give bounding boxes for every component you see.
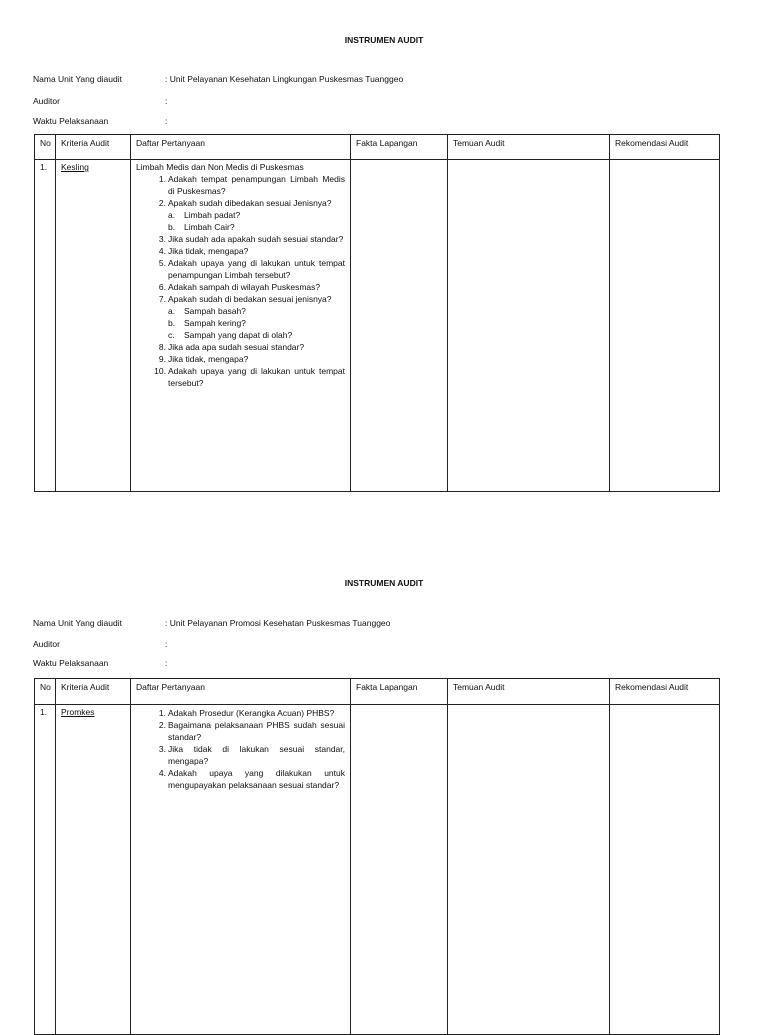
col-header-fakta: Fakta Lapangan xyxy=(351,135,448,160)
question-text: Jika sudah ada apakah sudah sesuai standar? xyxy=(168,234,344,244)
question-number: 7. xyxy=(158,294,166,304)
question-item xyxy=(136,365,345,389)
question-item xyxy=(136,719,345,743)
question-item xyxy=(136,197,345,233)
col-header-kriteria: Kriteria Audit xyxy=(56,135,131,160)
col-header-no: No xyxy=(35,679,56,705)
meta-unit-value: : Unit Pelayanan Kesehatan Lingkungan Puskesmas Tuanggeo xyxy=(165,74,404,84)
question-item xyxy=(136,257,345,281)
question-item xyxy=(136,293,345,341)
question-number: 1. xyxy=(158,708,166,718)
sub-question-text: Sampah yang dapat di olah? xyxy=(184,330,293,340)
meta-auditor-label: Auditor xyxy=(33,639,60,649)
cell-no: 1. xyxy=(35,160,56,492)
question-item xyxy=(136,173,345,197)
question-number: 1. xyxy=(158,174,166,184)
sub-question-list xyxy=(168,305,345,341)
document-title: INSTRUMEN AUDIT xyxy=(344,35,424,45)
sub-question-text: Sampah basah? xyxy=(184,306,246,316)
question-item xyxy=(136,341,345,353)
sub-question-item xyxy=(168,305,345,317)
kriteria-label: Promkes xyxy=(61,707,95,717)
question-number: 6. xyxy=(158,282,166,292)
question-text: Adakah sampah di wilayah Puskesmas? xyxy=(168,282,321,292)
question-number: 4. xyxy=(158,768,166,778)
question-text: Jika tidak, mengapa? xyxy=(168,246,249,256)
col-header-no: No xyxy=(35,135,56,160)
question-number: 3. xyxy=(158,744,166,754)
sub-question-letter: a. xyxy=(168,210,176,220)
question-list xyxy=(136,173,345,389)
cell-temuan[interactable] xyxy=(448,160,610,492)
sub-question-letter: c. xyxy=(168,330,175,340)
document-title: INSTRUMEN AUDIT xyxy=(344,578,424,588)
audit-section-promkes xyxy=(0,544,768,1024)
sub-question-text: Sampah kering? xyxy=(184,318,246,328)
sub-question-letter: b. xyxy=(168,318,176,328)
question-heading: Limbah Medis dan Non Medis di Puskesmas xyxy=(136,162,304,172)
kriteria-label: Kesling xyxy=(61,162,89,172)
question-number: 2. xyxy=(158,198,166,208)
question-item xyxy=(136,707,345,719)
question-number: 9. xyxy=(158,354,166,364)
sub-question-item xyxy=(168,329,345,341)
audit-table xyxy=(34,678,720,1035)
cell-kriteria xyxy=(56,705,131,1035)
question-text: Adakah upaya yang di lakukan untuk tempat penampungan Limbah tersebut? xyxy=(168,258,345,280)
meta-unit-label: Nama Unit Yang diaudit xyxy=(33,618,122,628)
table-header-row xyxy=(35,679,720,705)
col-header-kriteria: Kriteria Audit xyxy=(56,679,131,705)
cell-kriteria xyxy=(56,160,131,492)
table-header-row xyxy=(35,135,720,160)
question-text: Jika tidak di lakukan sesuai standar, mengapa? xyxy=(168,744,345,766)
sub-question-item xyxy=(168,209,345,221)
question-text: Jika ada apa sudah sesuai standar? xyxy=(168,342,305,352)
cell-rekomendasi[interactable] xyxy=(610,705,720,1035)
question-text: Apakah sudah di bedakan sesuai jenisnya? xyxy=(168,294,332,304)
question-item xyxy=(136,233,345,245)
meta-waktu-label: Waktu Pelaksanaan xyxy=(33,116,109,126)
cell-fakta[interactable] xyxy=(351,160,448,492)
audit-table xyxy=(34,134,720,492)
cell-fakta[interactable] xyxy=(351,705,448,1035)
question-item xyxy=(136,245,345,257)
col-header-fakta: Fakta Lapangan xyxy=(351,679,448,705)
meta-auditor-value: : xyxy=(165,96,168,106)
question-number: 5. xyxy=(158,258,166,268)
meta-auditor-label: Auditor xyxy=(33,96,60,106)
meta-waktu-value: : xyxy=(165,658,168,668)
sub-question-item xyxy=(168,317,345,329)
question-number: 8. xyxy=(158,342,166,352)
question-item xyxy=(136,767,345,791)
question-text: Adakah upaya yang di lakukan untuk tempat tersebut? xyxy=(168,366,345,388)
question-text: Bagaimana pelaksanaan PHBS sudah sesuai standar? xyxy=(168,720,345,742)
question-text: Adakah upaya yang dilakukan untuk mengupayakan pelaksanaan sesuai standar? xyxy=(168,768,345,790)
sub-question-letter: b. xyxy=(168,222,176,232)
sub-question-list xyxy=(168,209,345,233)
sub-question-text: Limbah padat? xyxy=(184,210,241,220)
question-list xyxy=(136,707,345,791)
col-header-rekomendasi: Rekomendasi Audit xyxy=(610,135,720,160)
sub-question-text: Limbah Cair? xyxy=(184,222,235,232)
question-number: 2. xyxy=(158,720,166,730)
question-text: Apakah sudah dibedakan sesuai Jenisnya? xyxy=(168,198,332,208)
sub-question-letter: a. xyxy=(168,306,176,316)
meta-auditor-value: : xyxy=(165,639,168,649)
meta-waktu-label: Waktu Pelaksanaan xyxy=(33,658,109,668)
cell-daftar-pertanyaan xyxy=(131,705,351,1035)
question-number: 10. xyxy=(154,366,166,376)
question-text: Adakah Prosedur (Kerangka Acuan) PHBS? xyxy=(168,708,335,718)
cell-rekomendasi[interactable] xyxy=(610,160,720,492)
col-header-daftar: Daftar Pertanyaan xyxy=(131,679,351,705)
cell-temuan[interactable] xyxy=(448,705,610,1035)
cell-daftar-pertanyaan xyxy=(131,160,351,492)
question-item xyxy=(136,353,345,365)
table-row xyxy=(35,705,720,1035)
audit-section-kesling xyxy=(0,0,768,500)
col-header-daftar: Daftar Pertanyaan xyxy=(131,135,351,160)
question-number: 3. xyxy=(158,234,166,244)
meta-waktu-value: : xyxy=(165,116,168,126)
col-header-rekomendasi: Rekomendasi Audit xyxy=(610,679,720,705)
question-text: Jika tidak, mengapa? xyxy=(168,354,249,364)
meta-unit-label: Nama Unit Yang diaudit xyxy=(33,74,122,84)
col-header-temuan: Temuan Audit xyxy=(448,135,610,160)
question-item xyxy=(136,281,345,293)
question-number: 4. xyxy=(158,246,166,256)
meta-unit-value: : Unit Pelayanan Promosi Kesehatan Puskesmas Tuanggeo xyxy=(165,618,391,628)
col-header-temuan: Temuan Audit xyxy=(448,679,610,705)
sub-question-item xyxy=(168,221,345,233)
cell-no: 1. xyxy=(35,705,56,1035)
table-row xyxy=(35,160,720,492)
question-item xyxy=(136,743,345,767)
question-text: Adakah tempat penampungan Limbah Medis di Puskesmas? xyxy=(168,174,345,196)
